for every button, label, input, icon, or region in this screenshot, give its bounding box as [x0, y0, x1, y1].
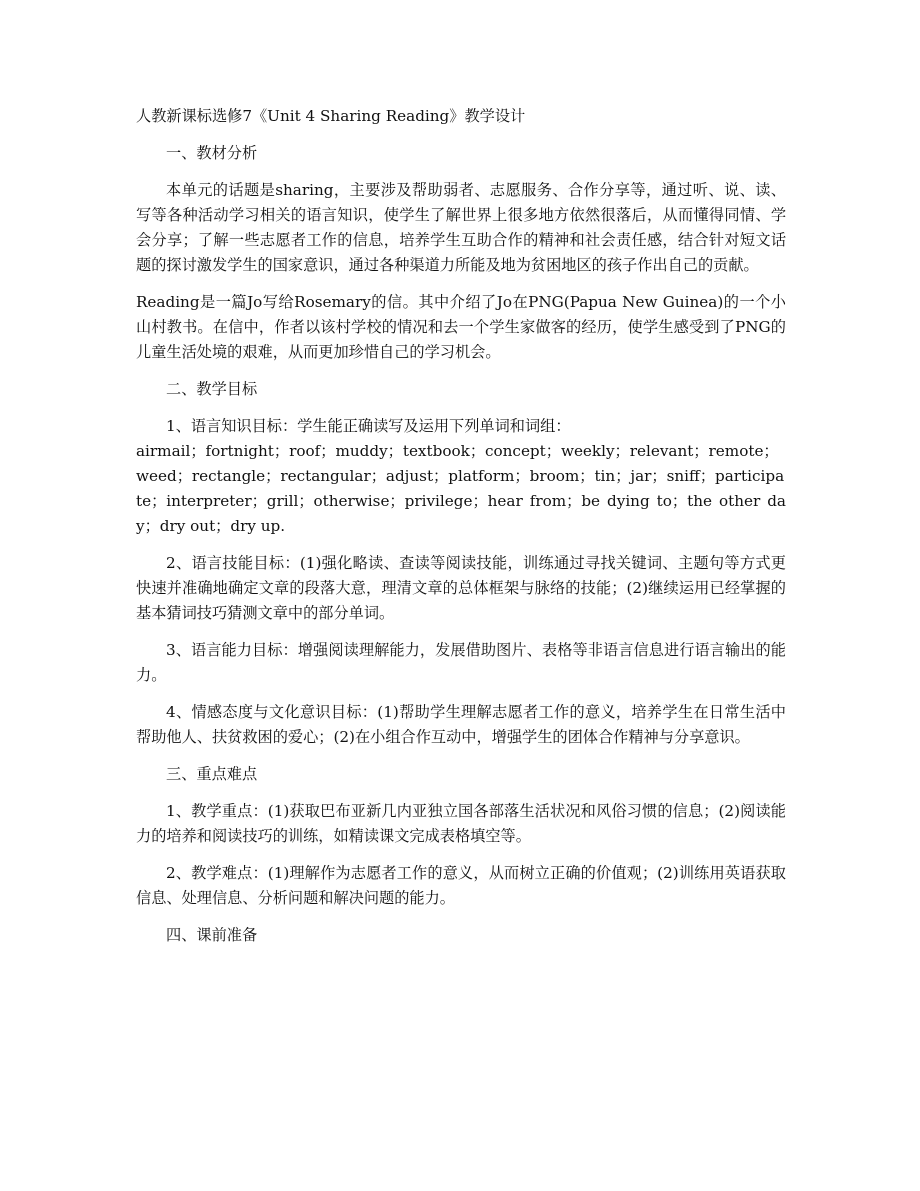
section-heading-teaching-goals: 二、教学目标: [166, 380, 258, 398]
section-heading-preparation: 四、课前准备: [166, 926, 258, 944]
paragraph-teaching-difficulty: 2、教学难点：(1)理解作为志愿者工作的意义，从而树立正确的价值观；(2)训练用英语获取信息、处理信息、分析问题和解决问题的能力。: [136, 864, 786, 907]
document-title: 人教新课标选修7《Unit 4 Sharing Reading》教学设计: [136, 107, 526, 125]
paragraph-unit-topic: 本单元的话题是sharing，主要涉及帮助弱者、志愿服务、合作分享等，通过听、说、读、写等各种活动学习相关的语言知识，使学生了解世界上很多地方依然很落后，从而懂得同情、学会分享；了解一些志愿者工作的信息，培养学生互助合作的精神和社会责任感，结合针对短文话题的探讨激发学生的国家意识，通过各种渠道力所能及地为贫困地区的孩子作出自己的贡献。: [136, 181, 786, 274]
goal-language-knowledge-label: 1、语言知识目标：学生能正确读写及运用下列单词和词组：: [166, 417, 571, 435]
vocabulary-list: airmail；fortnight；roof；muddy；textbook；concept；weekly；relevant；remote；weed；rectangle；rectangular；adjust；platform；broom；tin；jar；sniff；participate；interpreter；grill；otherwise；privilege；hear from；be dying to；the other day；dry out；dry up.: [136, 442, 786, 535]
paragraph-goal-emotion-culture: 4、情感态度与文化意识目标：(1)帮助学生理解志愿者工作的意义，培养学生在日常生活中帮助他人、扶贫救困的爱心；(2)在小组合作互动中，增强学生的团体合作精神与分享意识。: [136, 703, 786, 746]
paragraph-teaching-focus: 1、教学重点：(1)获取巴布亚新几内亚独立国各部落生活状况和风俗习惯的信息；(2)阅读能力的培养和阅读技巧的训练，如精读课文完成表格填空等。: [136, 802, 786, 845]
section-heading-textbook-analysis: 一、教材分析: [166, 144, 258, 162]
paragraph-goal-language-knowledge: [136, 414, 786, 539]
document-page: [136, 104, 786, 960]
section-heading-key-points: 三、重点难点: [166, 765, 258, 783]
paragraph-goal-language-skills: 2、语言技能目标：(1)强化略读、查读等阅读技能，训练通过寻找关键词、主题句等方式更快速并准确地确定文章的段落大意，理清文章的总体框架与脉络的技能；(2)继续运用已经掌握的基本猜词技巧猜测文章中的部分单词。: [136, 554, 786, 622]
paragraph-reading-summary: Reading是一篇Jo写给Rosemary的信。其中介绍了Jo在PNG(Papua New Guinea)的一个小山村教书。在信中，作者以该村学校的情况和去一个学生家做客的经历，使学生感受到了PNG的儿童生活处境的艰难，从而更加珍惜自己的学习机会。: [136, 293, 786, 361]
paragraph-goal-language-ability: 3、语言能力目标：增强阅读理解能力，发展借助图片、表格等非语言信息进行语言输出的能力。: [136, 641, 786, 684]
